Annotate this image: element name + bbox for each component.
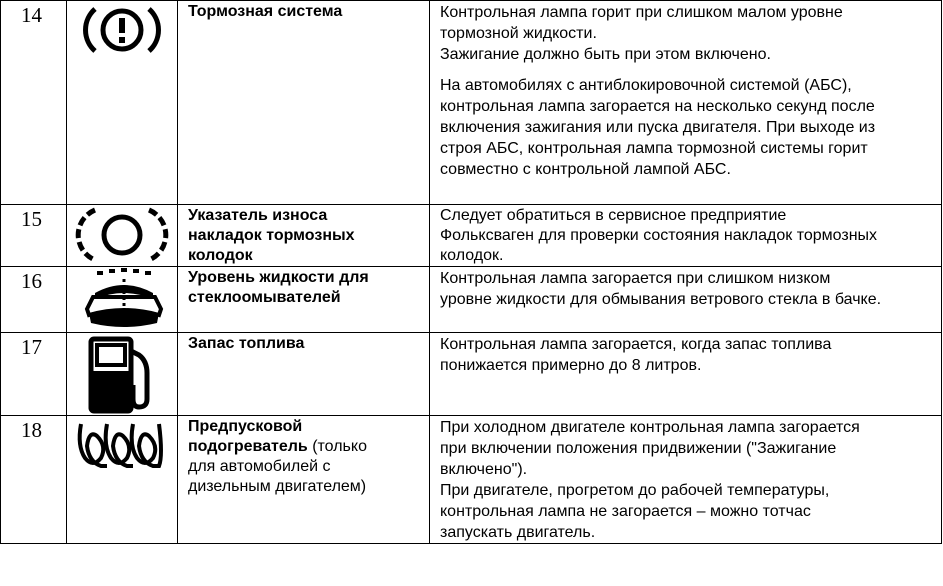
table-row	[1, 1, 942, 205]
icon-cell	[67, 205, 178, 267]
lamp-description	[430, 333, 942, 416]
brake-system-warning-icon	[67, 1, 177, 61]
desc-line: включения зажигания или пуска двигателя. При выходе из	[440, 119, 876, 136]
desc-paragraph	[440, 75, 935, 180]
name-line: колодок	[188, 247, 253, 264]
fuel-reserve-icon	[67, 333, 177, 415]
desc-line: Фольксваген для проверки состояния накладок тормозных	[440, 227, 878, 244]
lamp-name	[178, 205, 430, 267]
desc-line: Контрольная лампа загорается, когда запас топлива	[440, 336, 832, 353]
desc-line: Следует обратиться в сервисное предприятие	[440, 207, 787, 224]
washer-fluid-level-icon	[67, 267, 177, 331]
table-row	[1, 205, 942, 267]
name-line: Предпусковой	[188, 418, 303, 435]
desc-line: включено").	[440, 461, 528, 478]
desc-line: запускать двигатель.	[440, 524, 596, 541]
desc-line: понижается примерно до 8 литров.	[440, 357, 702, 374]
lamp-name: Тормозная система	[178, 1, 430, 205]
name-note: дизельным двигателем)	[188, 478, 367, 495]
name-line: накладок тормозных	[188, 227, 355, 244]
lamp-description	[430, 1, 942, 205]
table-row	[1, 267, 942, 333]
brake-pad-wear-icon	[67, 205, 177, 265]
row-number: 18	[1, 416, 67, 544]
name-line: подогреватель	[188, 438, 308, 455]
row-number: 17	[1, 333, 67, 416]
desc-line: На автомобилях с антиблокировочной системой (АБС),	[440, 77, 852, 94]
name-line: Уровень жидкости для	[188, 269, 369, 286]
row-number: 14	[1, 1, 67, 205]
icon-cell	[67, 267, 178, 333]
desc-line: строя АБС, контрольная лампа тормозной системы горит	[440, 140, 868, 157]
lamp-name	[178, 267, 430, 333]
desc-line: Зажигание должно быть при этом включено.	[440, 46, 771, 63]
row-number: 16	[1, 267, 67, 333]
desc-line: При холодном двигателе контрольная лампа загорается	[440, 419, 860, 436]
desc-line: уровне жидкости для обмывания ветрового стекла в бачке.	[440, 291, 882, 308]
icon-cell	[67, 333, 178, 416]
lamp-description	[430, 267, 942, 333]
desc-line: тормозной жидкости.	[440, 25, 597, 42]
desc-line: При двигателе, прогретом до рабочей температуры,	[440, 482, 830, 499]
desc-line: Контрольная лампа загорается при слишком низком	[440, 270, 831, 287]
table-row	[1, 416, 942, 544]
lamp-name: Запас топлива	[178, 333, 430, 416]
desc-line: совместно с контрольной лампой АБС.	[440, 161, 731, 178]
icon-cell	[67, 416, 178, 544]
name-line: Указатель износа	[188, 207, 328, 224]
name-line: стеклоомывателей	[188, 289, 341, 306]
desc-line: контрольная лампа загорается на несколько секунд после	[440, 98, 875, 115]
icon-cell	[67, 1, 178, 205]
desc-line: Контрольная лампа горит при слишком малом уровне	[440, 4, 843, 21]
glow-plug-icon	[67, 416, 177, 476]
lamp-name	[178, 416, 430, 544]
desc-line: контрольная лампа не загорается – можно тотчас	[440, 503, 811, 520]
lamp-description	[430, 205, 942, 267]
table-row	[1, 333, 942, 416]
name-note: (только	[307, 438, 367, 455]
name-note: для автомобилей с	[188, 458, 331, 475]
lamp-description	[430, 416, 942, 544]
row-number: 15	[1, 205, 67, 267]
desc-line: при включении положения придвижении ("Зажигание	[440, 440, 837, 457]
desc-line: колодок.	[440, 247, 504, 264]
